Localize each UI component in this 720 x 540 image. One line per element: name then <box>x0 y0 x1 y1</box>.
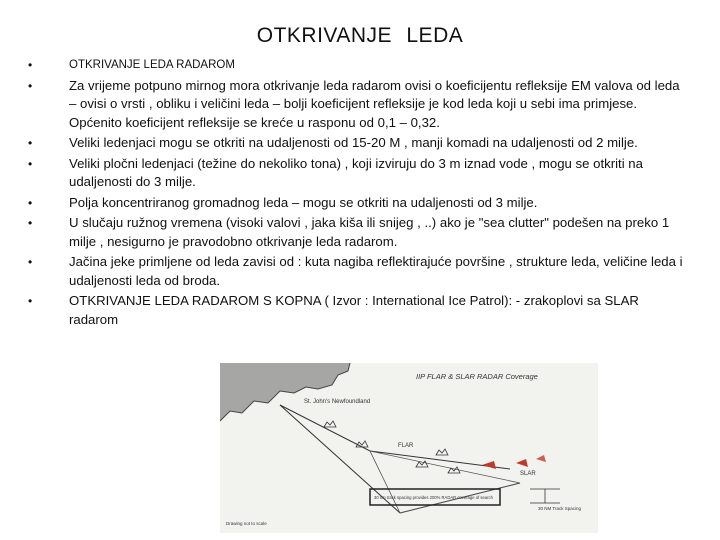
bullet-item <box>28 214 688 251</box>
spacing-note: 30 nm track spacing provides 200% RADAR coverage of search <box>374 495 493 500</box>
bullet-dot: • <box>28 255 33 269</box>
bullet-dot: • <box>28 136 33 150</box>
bullet-item <box>28 194 688 213</box>
track-label: 30 NM Track Spacing <box>538 506 582 511</box>
bullet-text: Za vrijeme potpuno mirnog mora otkrivanje leda radarom ovisi o koeficijentu refleksije EM valova od leda – ovisi o vrsti , obliku i veličini leda – bolji koeficijent refleksije je kod leda koji u sebi ima primjese. Općenito koeficijent refleksije se kreće u rasponu od 0,1 – 0,32. <box>69 77 680 130</box>
bullet-item <box>28 155 688 192</box>
bullet-text: U slučaju ružnog vremena (visoki valovi , jaka kiša ili snijeg , ..) ako je "sea clutter" podešen na preko 1 milje , nesigurno je pravodobno otkrivanje leda radarom. <box>69 215 670 249</box>
radar-coverage-figure <box>220 363 598 533</box>
scale-note: Drawing not to scale <box>226 521 267 526</box>
place-label: St. John's Newfoundland <box>304 399 371 405</box>
bullet-text: Veliki ledenjaci mogu se otkriti na udaljenosti od 15-20 M , manji komadi na udaljenosti od 2 milje. <box>69 135 638 150</box>
slar-label: SLAR <box>520 471 536 477</box>
slide-title: OTKRIVANJE LEDA <box>256 24 464 47</box>
bullet-text: Jačina jeke primljene od leda zavisi od : kuta nagiba reflektirajuće površine , strukture leda, veličine leda i udaljenosti leda od broda. <box>69 254 683 288</box>
bullet-dot: • <box>28 195 33 210</box>
bullet-dot: • <box>28 216 33 230</box>
bullet-text: OTKRIVANJE LEDA RADAROM S KOPNA ( Izvor : International Ice Patrol): - zrakoplovi sa SLAR radarom <box>69 293 639 327</box>
bullet-item <box>28 77 688 133</box>
figure-heading: IIP FLAR & SLAR RADAR Coverage <box>416 372 538 381</box>
bullet-dot: • <box>28 156 33 171</box>
bullet-dot: • <box>28 294 33 308</box>
bullet-dot: • <box>28 58 33 72</box>
bullet-item <box>28 292 688 329</box>
bullet-text: Polja koncentriranog gromadnog leda – mogu se otkriti na udaljenosti od 3 milje. <box>69 194 538 210</box>
bullet-list <box>28 56 688 331</box>
flar-label: FLAR <box>398 443 414 449</box>
bullet-text: Veliki pločni ledenjaci (težine do nekoliko tona) , koji izviruju do 3 m iznad vode , mogu se otkriti na udaljenosti do 3 milje. <box>69 155 643 189</box>
bullet-text: OTKRIVANJE LEDA RADAROM <box>69 59 235 71</box>
bullet-item <box>28 253 688 290</box>
bullet-dot: • <box>28 78 33 93</box>
bullet-item <box>28 56 688 75</box>
bullet-item <box>28 134 688 153</box>
